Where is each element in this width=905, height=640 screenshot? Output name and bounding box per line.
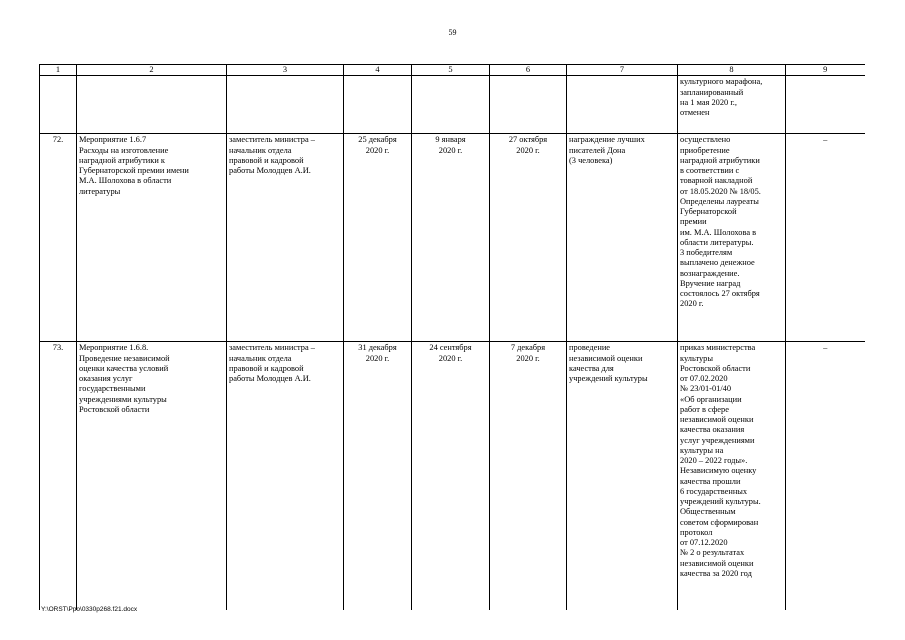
continuation-row [40, 76, 865, 134]
column-number-row [40, 65, 865, 76]
expected-result: награждение лучших писателей Дона (3 человека) [567, 134, 678, 342]
note: – [786, 134, 865, 342]
note: – [786, 342, 865, 610]
report-table [39, 64, 865, 610]
result-continuation: культурного марафона, запланированный на 1 мая 2020 г., отменен [678, 76, 786, 134]
file-path-footer: Y:\ORST\Ppo\0330p268.f21.docx [41, 606, 138, 613]
start-date: 9 января 2020 г. [412, 134, 490, 342]
column-number: 9 [786, 65, 865, 76]
column-number: 5 [412, 65, 490, 76]
plan-date: 31 декабря 2020 г. [344, 342, 412, 610]
row-number: 72. [40, 134, 77, 342]
column-number: 3 [227, 65, 344, 76]
table-row [40, 342, 865, 610]
end-date: 27 октября 2020 г. [490, 134, 567, 342]
column-number: 8 [678, 65, 786, 76]
table-row [40, 134, 865, 342]
actual-result: приказ министерства культуры Ростовской области от 07.02.2020 № 23/01-01/40 «Об организации работ в сфере независимой оценки качества оказания услуг учреждениями культуры на 2020 – 2022 годы». Независимую оценку качества прошли 6 государственных учреждений культуры. Общественным советом сформирован протокол от 07.12.2020 № 2 о результатах независимой оценки качества за 2020 год [678, 342, 786, 610]
event-name: Мероприятие 1.6.8. Проведение независимой оценки качества условий оказания услуг государственными учреждениями культуры Ростовской области [77, 342, 227, 610]
page-number: 59 [448, 28, 457, 37]
responsible-person: заместитель министра – начальник отдела правовой и кадровой работы Молодцев А.И. [227, 134, 344, 342]
start-date: 24 сентября 2020 г. [412, 342, 490, 610]
row-number: 73. [40, 342, 77, 610]
column-number: 7 [567, 65, 678, 76]
expected-result: проведение независимой оценки качества для учреждений культуры [567, 342, 678, 610]
end-date: 7 декабря 2020 г. [490, 342, 567, 610]
column-number: 2 [77, 65, 227, 76]
plan-date: 25 декабря 2020 г. [344, 134, 412, 342]
actual-result: осуществлено приобретение наградной атрибутики в соответствии с товарной накладной от 18.05.2020 № 18/05. Определены лауреаты Губернаторской премии им. М.А. Шолохова в области литературы. 3 победителям выплачено денежное вознаграждение. Вручение наград состоялось 27 октября 2020 г. [678, 134, 786, 342]
column-number: 6 [490, 65, 567, 76]
event-name: Мероприятие 1.6.7 Расходы на изготовление наградной атрибутики к Губернаторской премии имени М.А. Шолохова в области литературы [77, 134, 227, 342]
responsible-person: заместитель министра – начальник отдела правовой и кадровой работы Молодцев А.И. [227, 342, 344, 610]
column-number: 1 [40, 65, 77, 76]
column-number: 4 [344, 65, 412, 76]
